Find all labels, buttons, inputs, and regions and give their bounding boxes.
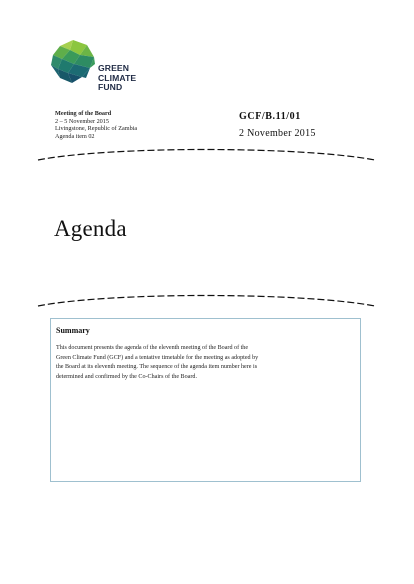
logo-line-fund: FUND — [98, 82, 123, 93]
meeting-location: Livingstone, Republic of Zambia — [55, 125, 138, 133]
summary-line: determined and confirmed by the Co-Chairs of the Board. — [56, 374, 197, 381]
meeting-info — [55, 110, 137, 140]
wave-divider-bottom — [0, 292, 414, 312]
summary-line: Green Climate Fund (GCF) and a tentative timetable for the meeting as adopted by — [56, 354, 259, 361]
meeting-agenda-item: Agenda item 02 — [55, 132, 95, 140]
gcf-globe-logo — [48, 37, 98, 87]
document-title: Agenda — [54, 216, 127, 241]
wave-divider-top — [0, 146, 414, 166]
logo-line-green: GREEN — [98, 63, 130, 73]
meeting-title: Meeting of the Board — [55, 110, 112, 117]
meeting-dates: 2 – 5 November 2015 — [55, 117, 109, 125]
summary-heading: Summary — [56, 326, 90, 335]
summary-line: the Board at its eleventh meeting. The sequence of the agenda item number here is — [56, 364, 258, 371]
document-date: 2 November 2015 — [239, 128, 316, 139]
logo-wordmark — [98, 64, 136, 93]
document-reference: GCF/B.11/01 — [239, 111, 301, 122]
summary-line: This document presents the agenda of the eleventh meeting of the Board of the — [56, 345, 249, 351]
summary-box — [50, 318, 361, 482]
summary-text — [56, 344, 356, 383]
logo-line-climate: CLIMATE — [98, 72, 137, 83]
